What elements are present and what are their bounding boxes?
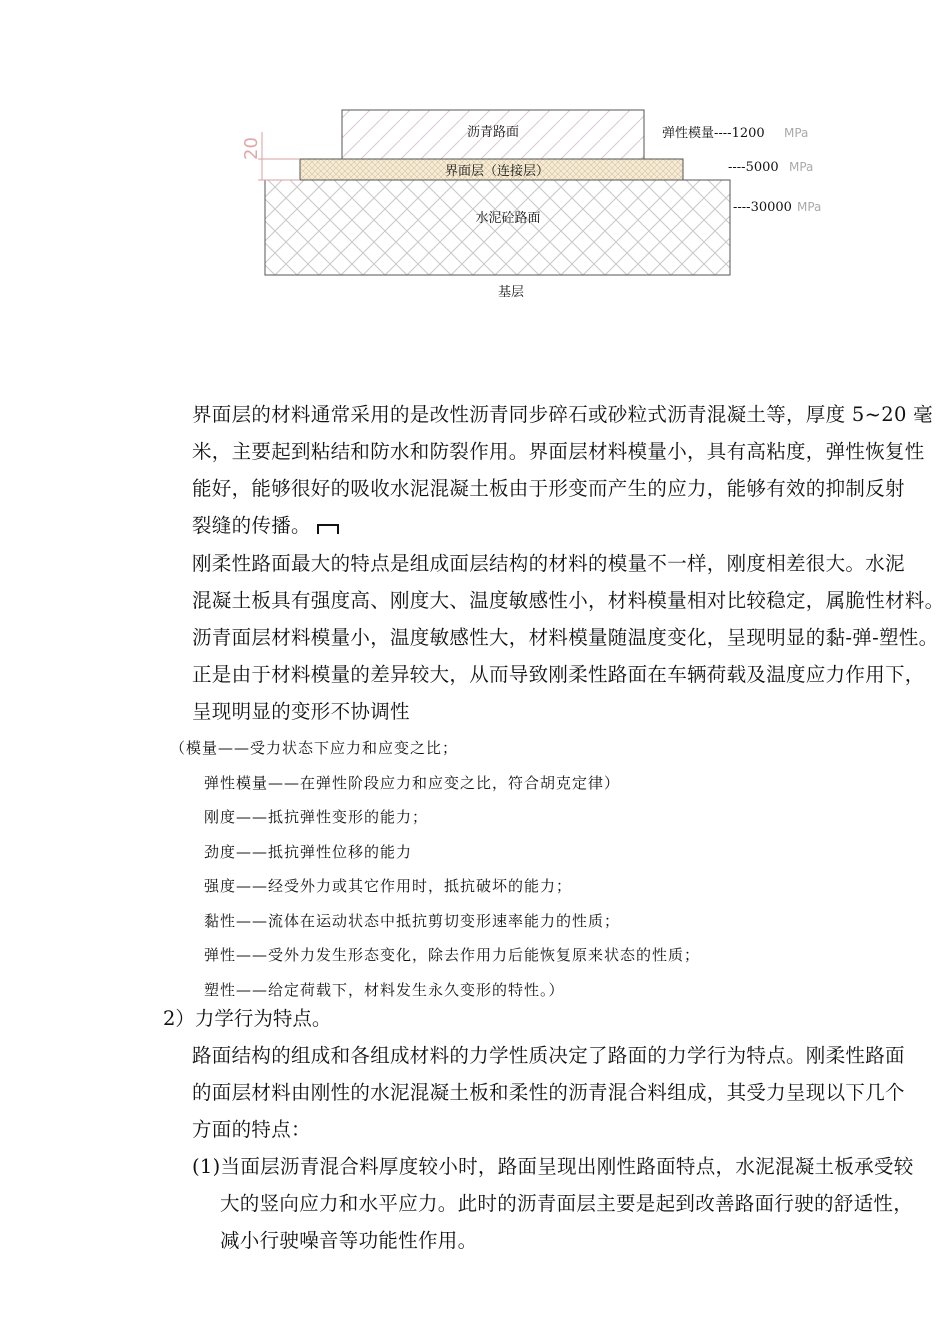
text-line: 混凝土板具有强度高、刚度大、温度敏感性小，材料模量相对比较稳定，属脆性材料。 bbox=[192, 589, 945, 612]
note-line: 塑性——给定荷载下，材料发生永久变形的特性。） bbox=[204, 980, 565, 999]
text-line: 米，主要起到粘结和防水和防裂作用。界面层材料模量小，具有高粘度，弹性恢复性 bbox=[192, 440, 925, 463]
interface-label: 界面层（连接层） bbox=[444, 164, 550, 179]
text-line: 能好，能够很好的吸收水泥混凝土板由于形变而产生的应力，能够有效的抑制反射 bbox=[192, 477, 905, 500]
text-line: 方面的特点： bbox=[192, 1118, 311, 1141]
note-line: 黏性——流体在运动状态中抵抗剪切变形速率能力的性质； bbox=[204, 911, 621, 930]
text-line: 刚柔性路面最大的特点是组成面层结构的材料的模量不一样，刚度相差很大。水泥 bbox=[192, 552, 905, 575]
note-line: 刚度——抵抗弹性变形的能力； bbox=[204, 808, 429, 826]
text-line: 路面结构的组成和各组成材料的力学性质决定了路面的力学行为特点。刚柔性路面 bbox=[192, 1044, 905, 1067]
paragraph-mark-icon bbox=[317, 524, 339, 534]
pavement-structure-diagram bbox=[0, 0, 950, 320]
text-line: 正是由于材料模量的差异较大，从而导致刚柔性路面在车辆荷载及温度应力作用下， bbox=[192, 663, 925, 686]
text-line: 呈现明显的变形不协调性 bbox=[192, 700, 410, 723]
concrete-layer bbox=[265, 180, 730, 275]
interface-layer-paragraph bbox=[192, 396, 933, 544]
interface-modulus: ----5000 bbox=[728, 160, 779, 175]
text-line: 的面层材料由刚性的水泥混凝土板和柔性的沥青混合料组成，其受力呈现以下几个 bbox=[192, 1081, 905, 1104]
asphalt-modulus: 弹性模量----1200 bbox=[662, 126, 765, 141]
text-line: 裂缝的传播。 bbox=[192, 507, 892, 544]
note-line: 弹性——受外力发生形态变化，除去作用力后能恢复原来状态的性质； bbox=[204, 946, 701, 964]
concrete-modulus-unit: MPa bbox=[797, 200, 822, 214]
base-label: 基层 bbox=[497, 285, 525, 300]
text-line: 界面层的材料通常采用的是改性沥青同步碎石或砂粒式沥青混凝土等，厚度 5~20 毫 bbox=[192, 403, 933, 426]
text-line: (1)当面层沥青混合料厚度较小时，路面呈现出刚性路面特点，水泥混凝土板承受较 bbox=[192, 1155, 914, 1178]
text-line: 减小行驶噪音等功能性作用。 bbox=[220, 1229, 478, 1252]
asphalt-modulus-unit: MPa bbox=[784, 126, 809, 140]
text-line: 沥青面层材料模量小，温度敏感性大，材料模量随温度变化，呈现明显的黏-弹-塑性。 bbox=[192, 626, 939, 649]
mechanics-paragraph bbox=[192, 1037, 905, 1148]
rigid-flexible-paragraph bbox=[192, 545, 945, 730]
concrete-label: 水泥砼路面 bbox=[475, 211, 541, 226]
dimension-label: 20 bbox=[241, 137, 262, 160]
note-line: （模量——受力状态下应力和应变之比； bbox=[170, 739, 459, 757]
text-line: 大的竖向应力和水平应力。此时的沥青面层主要是起到改善路面行驶的舒适性， bbox=[220, 1192, 914, 1215]
concrete-modulus: ----30000 bbox=[733, 200, 792, 215]
dimension-marker bbox=[258, 132, 300, 180]
note-line: 强度——经受外力或其它作用时，抵抗破坏的能力； bbox=[204, 877, 573, 895]
note-line: 劲度——抵抗弹性位移的能力 bbox=[204, 842, 413, 861]
note-line: 弹性模量——在弹性阶段应力和应变之比，符合胡克定律） bbox=[204, 773, 621, 792]
asphalt-label: 沥青路面 bbox=[466, 125, 520, 140]
section-heading: 2）力学行为特点。 bbox=[163, 1007, 332, 1030]
interface-modulus-unit: MPa bbox=[789, 160, 814, 174]
definitions-notes bbox=[170, 731, 700, 1007]
list-item bbox=[192, 1148, 914, 1259]
